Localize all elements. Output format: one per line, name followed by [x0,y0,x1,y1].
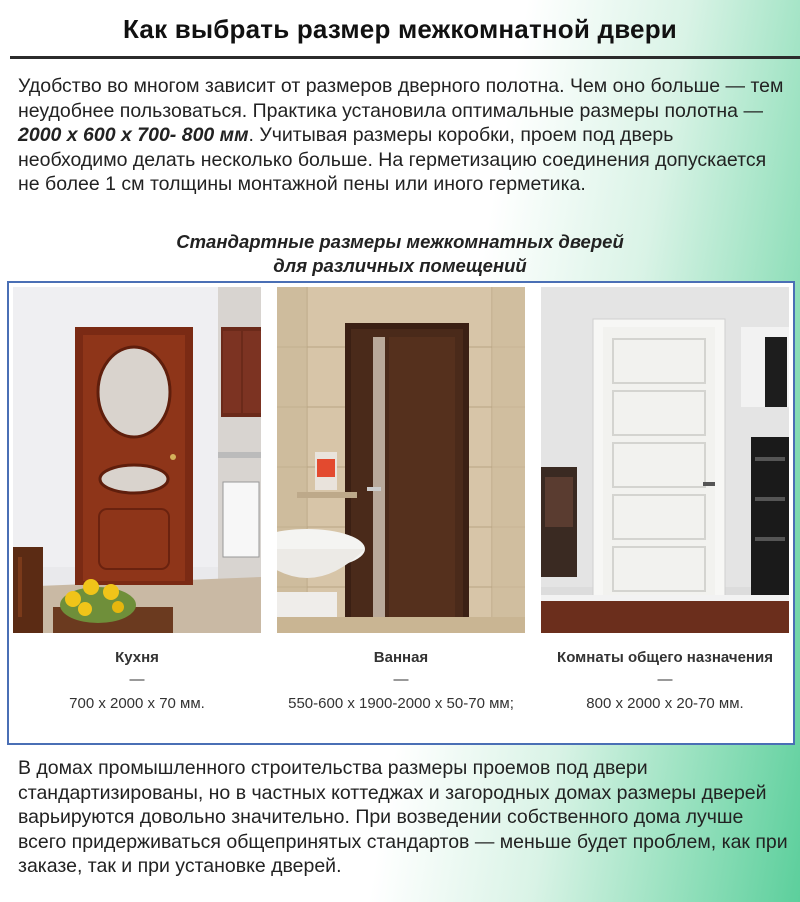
intro-paragraph [18,74,788,197]
room-name: Комнаты общего назначения [557,649,773,666]
room-name: Ванная [373,649,429,666]
title-underline [10,56,800,59]
kitchen-door-photo [13,287,261,633]
section-subtitle [0,230,800,278]
room-size: 800 х 2000 х 20-70 мм. [586,695,744,712]
intro-text-before: Удобство во многом зависит от размеров дверного полотна. Чем оно больше — тем неудобнее пользоваться. Практика установила оптимальные размеры полотна — [18,75,784,122]
room-dash: — [657,671,673,688]
bathroom-door-photo [277,287,525,633]
section-subtitle-line-1: Стандартные размеры межкомнатных дверей [176,231,624,252]
room-caption-kitchen [13,649,261,715]
room-size: 700 х 2000 х 70 мм. [69,695,205,712]
intro-text-after: . Учитывая размеры коробки, проем под дверь необходимо делать несколько больше. На герметизацию соединения допускается не более 1 см толщины монтажной пены или иного герметика. [18,124,767,196]
room-sizes-panel [7,281,795,745]
outro-paragraph: В домах промышленного строительства размеры проемов под двери стандартизированы, но в частных коттеджах и загородных домах размеры дверей варьируются довольно значительно. При возведении собственного дома лучше всего придерживаться общепринятых стандартов — меньше будет проблем, как при заказе, так и при установке дверей. [18,757,788,878]
living-room-door-photo [541,287,789,633]
page-title: Как выбрать размер межкомнатной двери [123,14,677,44]
room-name: Кухня [115,649,159,666]
room-caption-common [537,649,793,715]
room-dash: — [393,671,409,688]
room-dash: — [129,671,145,688]
room-size: 550-600 х 1900-2000 х 50-70 мм; [288,695,514,712]
intro-highlight: 2000 х 600 х 700- 800 мм [18,124,249,147]
section-subtitle-line-2: для различных помещений [273,255,527,276]
room-caption-bathroom [277,649,525,715]
